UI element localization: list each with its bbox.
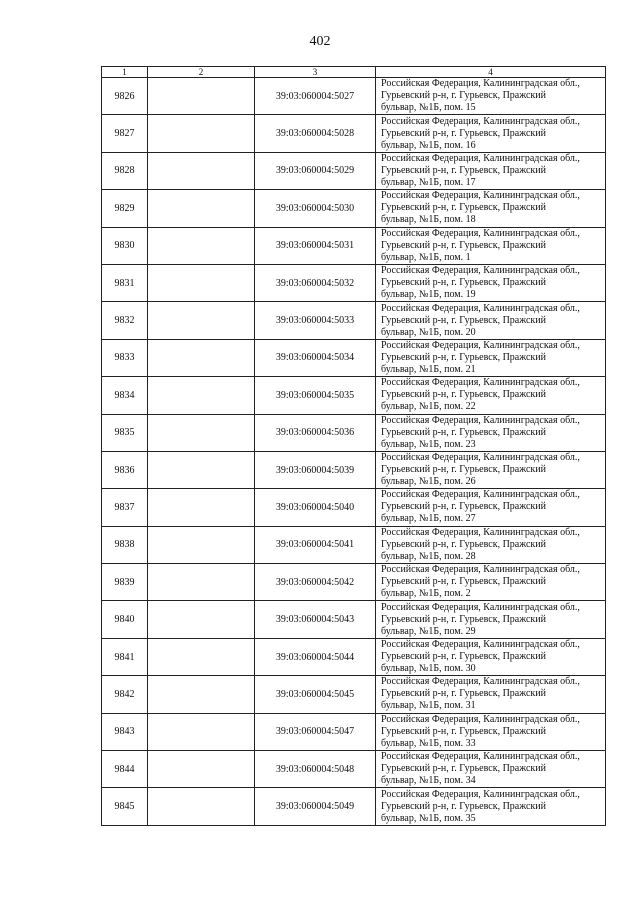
address-line: бульвар, №1Б, пом. 18 [381,214,476,226]
address-cell [376,526,606,563]
address-cell [376,302,606,339]
empty-cell [148,564,255,601]
address-line: Российская Федерация, Калининградская обл., [381,115,580,127]
address-cell [376,751,606,788]
address-line: бульвар, №1Б, пом. 27 [381,513,476,525]
empty-cell [148,638,255,675]
cadastral-number-cell: 39:03:060004:5034 [255,339,376,376]
row-number-cell: 9828 [102,152,148,189]
address-cell [376,377,606,414]
header-col-1: 1 [102,67,148,78]
row-number-cell: 9837 [102,489,148,526]
cadastral-number-cell: 39:03:060004:5048 [255,751,376,788]
empty-cell [148,751,255,788]
address-line: Российская Федерация, Калининградская обл., [381,339,580,351]
address-line: Российская Федерация, Калининградская обл., [381,414,580,426]
empty-cell [148,788,255,825]
table-row [102,264,606,301]
cadastral-number-cell: 39:03:060004:5035 [255,377,376,414]
empty-cell [148,264,255,301]
address-line: бульвар, №1Б, пом. 31 [381,700,476,712]
address-line: Гурьевский р-н, г. Гурьевск, Пражский [381,90,546,102]
address-line: бульвар, №1Б, пом. 17 [381,176,476,188]
address-line: бульвар, №1Б, пом. 15 [381,102,476,114]
row-number-cell: 9838 [102,526,148,563]
address-cell [376,190,606,227]
table-row [102,788,606,825]
address-line: Гурьевский р-н, г. Гурьевск, Пражский [381,538,546,550]
row-number-cell: 9829 [102,190,148,227]
address-line: бульвар, №1Б, пом. 34 [381,775,476,787]
table-row [102,751,606,788]
address-cell [376,227,606,264]
table-row [102,526,606,563]
cadastral-number-cell: 39:03:060004:5033 [255,302,376,339]
address-line: Российская Федерация, Калининградская обл., [381,452,580,464]
cadastral-number-cell: 39:03:060004:5041 [255,526,376,563]
address-cell [376,264,606,301]
address-line: бульвар, №1Б, пом. 20 [381,326,476,338]
row-number-cell: 9835 [102,414,148,451]
address-line: Гурьевский р-н, г. Гурьевск, Пражский [381,426,546,438]
empty-cell [148,713,255,750]
empty-cell [148,676,255,713]
address-line: бульвар, №1Б, пом. 23 [381,438,476,450]
address-line: Гурьевский р-н, г. Гурьевск, Пражский [381,501,546,513]
address-line: Гурьевский р-н, г. Гурьевск, Пражский [381,164,546,176]
row-number-cell: 9843 [102,713,148,750]
table-row [102,414,606,451]
header-col-4: 4 [376,67,606,78]
header-col-3: 3 [255,67,376,78]
cadastral-number-cell: 39:03:060004:5043 [255,601,376,638]
row-number-cell: 9841 [102,638,148,675]
table-row [102,227,606,264]
table-row [102,676,606,713]
address-line: Российская Федерация, Калининградская обл., [381,564,580,576]
address-cell [376,638,606,675]
table-row [102,190,606,227]
address-line: Российская Федерация, Калининградская обл., [381,265,580,277]
address-line: Российская Федерация, Калининградская обл., [381,788,580,800]
cadastral-number-cell: 39:03:060004:5040 [255,489,376,526]
address-line: Гурьевский р-н, г. Гурьевск, Пражский [381,277,546,289]
header-col-2: 2 [148,67,255,78]
address-line: Гурьевский р-н, г. Гурьевск, Пражский [381,202,546,214]
row-number-cell: 9833 [102,339,148,376]
row-number-cell: 9844 [102,751,148,788]
register-table [101,66,606,826]
empty-cell [148,489,255,526]
row-number-cell: 9842 [102,676,148,713]
table-row [102,564,606,601]
address-line: бульвар, №1Б, пом. 22 [381,401,476,413]
address-line: Российская Федерация, Калининградская обл., [381,190,580,202]
cadastral-number-cell: 39:03:060004:5044 [255,638,376,675]
row-number-cell: 9827 [102,115,148,152]
cadastral-number-cell: 39:03:060004:5047 [255,713,376,750]
cadastral-number-cell: 39:03:060004:5031 [255,227,376,264]
address-line: Российская Федерация, Калининградская обл., [381,526,580,538]
address-line: Российская Федерация, Калининградская обл., [381,713,580,725]
address-cell [376,788,606,825]
empty-cell [148,190,255,227]
address-line: бульвар, №1Б, пом. 28 [381,550,476,562]
empty-cell [148,302,255,339]
address-line: бульвар, №1Б, пом. 29 [381,625,476,637]
address-line: Российская Федерация, Калининградская обл., [381,639,580,651]
header-row [102,67,606,78]
address-line: Гурьевский р-н, г. Гурьевск, Пражский [381,576,546,588]
table-row [102,638,606,675]
address-line: бульвар, №1Б, пом. 19 [381,289,476,301]
cadastral-number-cell: 39:03:060004:5049 [255,788,376,825]
address-line: бульвар, №1Б, пом. 33 [381,737,476,749]
address-cell [376,564,606,601]
address-line: Гурьевский р-н, г. Гурьевск, Пражский [381,314,546,326]
empty-cell [148,339,255,376]
address-line: Российская Федерация, Калининградская обл., [381,377,580,389]
address-cell [376,414,606,451]
address-cell [376,339,606,376]
cadastral-number-cell: 39:03:060004:5027 [255,78,376,115]
table-row [102,713,606,750]
address-line: Гурьевский р-н, г. Гурьевск, Пражский [381,464,546,476]
address-line: Российская Федерация, Калининградская обл., [381,676,580,688]
cadastral-number-cell: 39:03:060004:5028 [255,115,376,152]
address-line: Гурьевский р-н, г. Гурьевск, Пражский [381,239,546,251]
row-number-cell: 9836 [102,451,148,488]
address-line: бульвар, №1Б, пом. 2 [381,588,471,600]
address-line: Гурьевский р-н, г. Гурьевск, Пражский [381,127,546,139]
table-row [102,115,606,152]
table-row [102,152,606,189]
address-cell [376,676,606,713]
address-cell [376,152,606,189]
address-line: Российская Федерация, Калининградская обл., [381,302,580,314]
table-body [102,78,606,826]
address-line: бульвар, №1Б, пом. 26 [381,476,476,488]
address-line: Гурьевский р-н, г. Гурьевск, Пражский [381,800,546,812]
address-line: Российская Федерация, Калининградская обл., [381,227,580,239]
empty-cell [148,78,255,115]
table-header [102,67,606,78]
empty-cell [148,451,255,488]
table-row [102,377,606,414]
cadastral-number-cell: 39:03:060004:5042 [255,564,376,601]
address-cell [376,489,606,526]
address-line: бульвар, №1Б, пом. 16 [381,139,476,151]
table-row [102,78,606,115]
address-line: бульвар, №1Б, пом. 21 [381,363,476,375]
address-line: Гурьевский р-н, г. Гурьевск, Пражский [381,613,546,625]
empty-cell [148,115,255,152]
page-number: 402 [309,34,331,49]
address-line: бульвар, №1Б, пом. 30 [381,663,476,675]
cadastral-number-cell: 39:03:060004:5039 [255,451,376,488]
address-line: бульвар, №1Б, пом. 35 [381,812,476,824]
empty-cell [148,526,255,563]
table-row [102,489,606,526]
table-row [102,451,606,488]
address-cell [376,115,606,152]
address-line: Российская Федерация, Калининградская обл., [381,601,580,613]
address-line: Гурьевский р-н, г. Гурьевск, Пражский [381,763,546,775]
address-line: Гурьевский р-н, г. Гурьевск, Пражский [381,688,546,700]
address-cell [376,601,606,638]
cadastral-number-cell: 39:03:060004:5036 [255,414,376,451]
address-cell [376,451,606,488]
empty-cell [148,377,255,414]
address-line: Российская Федерация, Калининградская обл., [381,78,580,90]
table-row [102,302,606,339]
address-cell [376,713,606,750]
table-row [102,601,606,638]
cadastral-number-cell: 39:03:060004:5030 [255,190,376,227]
row-number-cell: 9832 [102,302,148,339]
empty-cell [148,152,255,189]
row-number-cell: 9830 [102,227,148,264]
table-row [102,339,606,376]
address-cell [376,78,606,115]
empty-cell [148,227,255,264]
cadastral-number-cell: 39:03:060004:5045 [255,676,376,713]
row-number-cell: 9845 [102,788,148,825]
row-number-cell: 9840 [102,601,148,638]
empty-cell [148,414,255,451]
address-line: Гурьевский р-н, г. Гурьевск, Пражский [381,389,546,401]
cadastral-number-cell: 39:03:060004:5032 [255,264,376,301]
address-line: Гурьевский р-н, г. Гурьевск, Пражский [381,351,546,363]
cadastral-number-cell: 39:03:060004:5029 [255,152,376,189]
row-number-cell: 9839 [102,564,148,601]
empty-cell [148,601,255,638]
address-line: Российская Федерация, Калининградская обл., [381,751,580,763]
row-number-cell: 9826 [102,78,148,115]
address-line: бульвар, №1Б, пом. 1 [381,251,471,263]
address-line: Гурьевский р-н, г. Гурьевск, Пражский [381,651,546,663]
row-number-cell: 9831 [102,264,148,301]
address-line: Российская Федерация, Калининградская обл., [381,489,580,501]
address-line: Российская Федерация, Калининградская обл., [381,152,580,164]
row-number-cell: 9834 [102,377,148,414]
address-line: Гурьевский р-н, г. Гурьевск, Пражский [381,725,546,737]
